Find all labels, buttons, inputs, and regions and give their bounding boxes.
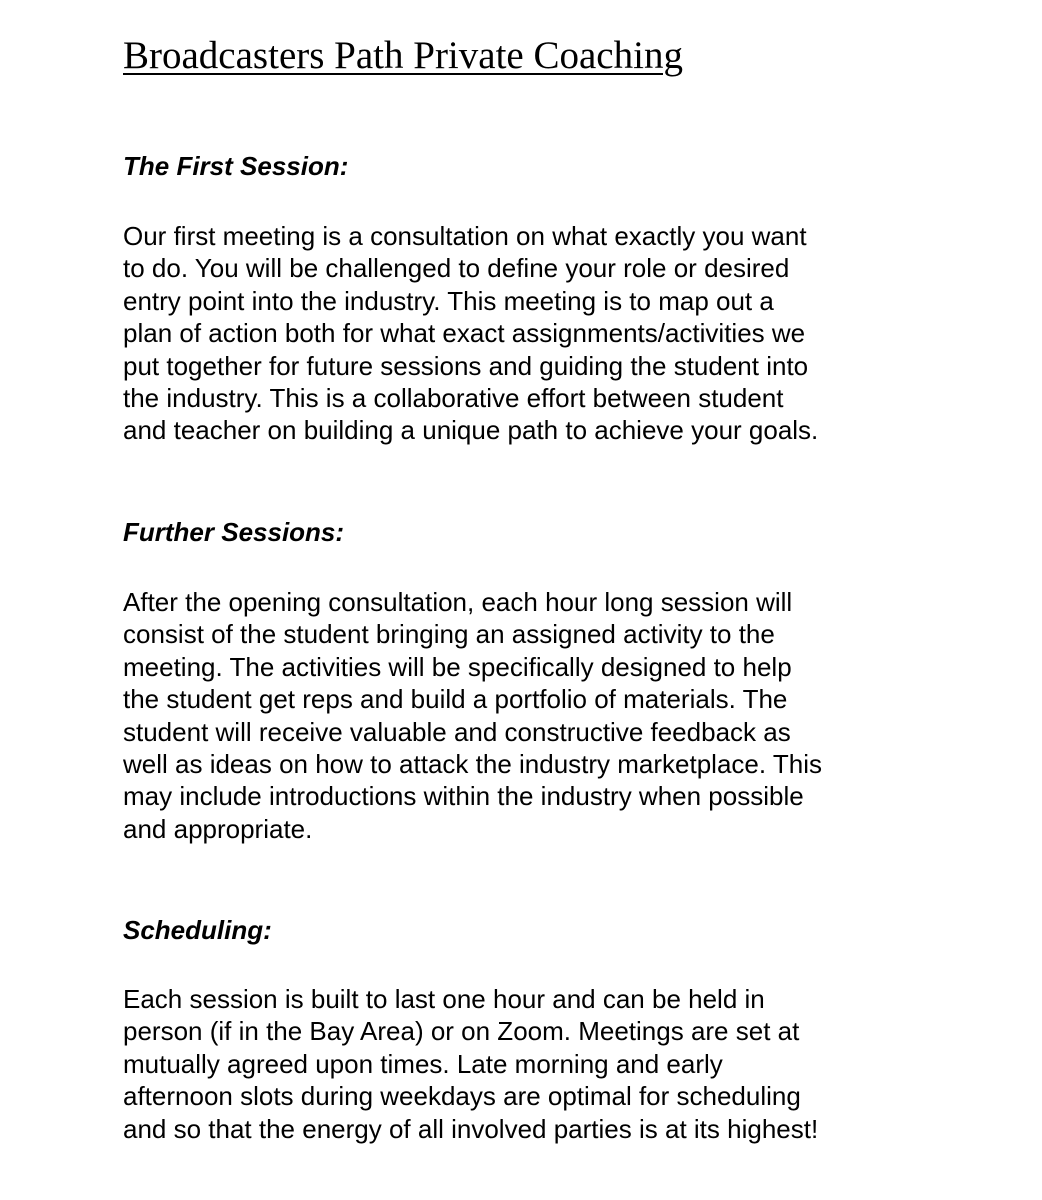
paragraph-line: the industry. This is a collaborative effort between student xyxy=(123,383,784,414)
paragraph-line: plan of action both for what exact assignments/activities we xyxy=(123,318,806,349)
paragraph-line: the student get reps and build a portfolio of materials. The xyxy=(123,684,788,715)
section-body-further-sessions xyxy=(123,586,983,845)
section-heading-further-sessions: Further Sessions: xyxy=(123,517,345,547)
paragraph-line: and so that the energy of all involved parties is at its highest! xyxy=(123,1113,819,1144)
section-body-scheduling xyxy=(123,983,983,1145)
section-body-first-session xyxy=(123,220,983,447)
paragraph-line: afternoon slots during weekdays are optimal for scheduling xyxy=(123,1081,801,1112)
paragraph-line: and appropriate. xyxy=(123,813,313,844)
paragraph-line: Our first meeting is a consultation on what exactly you want xyxy=(123,221,807,251)
paragraph-line: well as ideas on how to attack the industry marketplace. This xyxy=(123,749,822,780)
paragraph-line: person (if in the Bay Area) or on Zoom. Meetings are set at xyxy=(123,1016,800,1047)
paragraph-line: mutually agreed upon times. Late morning and early xyxy=(123,1048,723,1079)
paragraph-line: entry point into the industry. This meeting is to map out a xyxy=(123,285,774,316)
document-title: Broadcasters Path Private Coaching xyxy=(123,34,683,77)
paragraph-line: put together for future sessions and guiding the student into xyxy=(123,350,809,381)
paragraph-line: consist of the student bringing an assigned activity to the xyxy=(123,619,775,650)
paragraph-line: After the opening consultation, each hour long session will xyxy=(123,587,793,617)
section-heading-scheduling: Scheduling: xyxy=(123,915,272,945)
paragraph-line: to do. You will be challenged to define your role or desired xyxy=(123,253,790,284)
paragraph-line: meeting. The activities will be specifically designed to help xyxy=(123,651,792,682)
paragraph-line: and teacher on building a unique path to achieve your goals. xyxy=(123,415,819,446)
section-heading-first-session: The First Session: xyxy=(123,151,349,181)
paragraph-line: Each session is built to last one hour and can be held in xyxy=(123,984,765,1014)
paragraph-line: student will receive valuable and constructive feedback as xyxy=(123,716,791,747)
paragraph-line: may include introductions within the industry when possible xyxy=(123,781,804,812)
